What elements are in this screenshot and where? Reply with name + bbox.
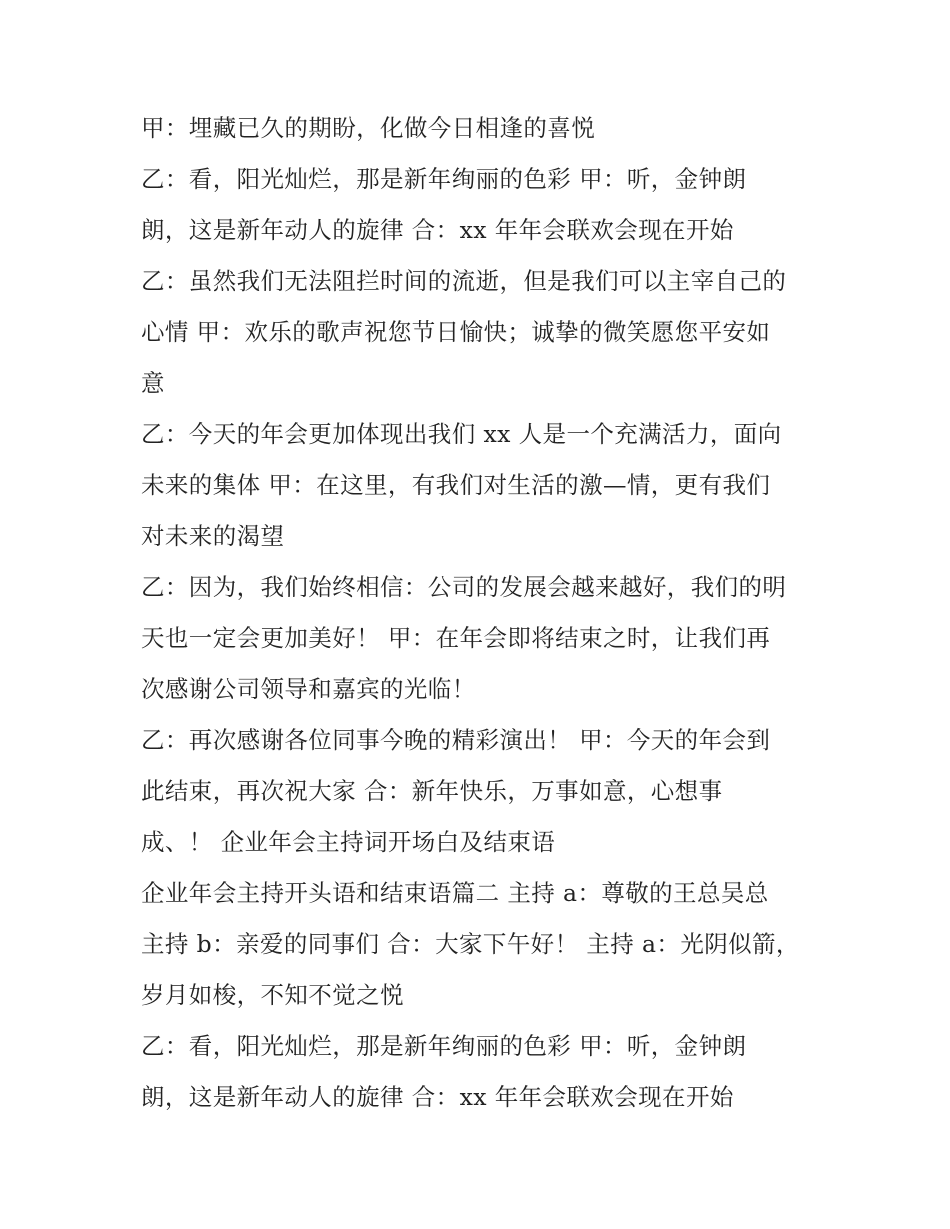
text-line: 乙：再次感谢各位同事今晚的精彩演出！ 甲：今天的年会到 (141, 726, 771, 754)
text-line: 岁月如梭，不知不觉之悦 (141, 981, 404, 1009)
text-line: 乙：看，阳光灿烂，那是新年绚丽的色彩 甲：听，金钟朗 (141, 165, 747, 193)
text-line: 乙：看，阳光灿烂，那是新年绚丽的色彩 甲：听，金钟朗 (141, 1032, 747, 1060)
text-line: 意 (141, 369, 165, 397)
text-line: 主持 b：亲爱的同事们 合：大家下午好！ 主持 a：光阴似箭， (141, 930, 800, 958)
text-line: 朗，这是新年动人的旋律 合：xx 年年会联欢会现在开始 (141, 216, 734, 244)
text-line: 乙：因为，我们始终相信：公司的发展会越来越好，我们的明 (141, 573, 787, 601)
text-line: 成、！ 企业年会主持词开场白及结束语 (141, 828, 556, 856)
text-line: 乙：今天的年会更加体现出我们 xx 人是一个充满活力，面向 (141, 420, 782, 448)
text-line: 此结束，再次祝大家 合：新年快乐，万事如意，心想事 (141, 777, 723, 805)
text-line: 对未来的渴望 (141, 522, 285, 550)
text-line: 天也一定会更加美好！ 甲：在年会即将结束之时，让我们再 (141, 624, 771, 652)
text-line: 企业年会主持开头语和结束语篇二 主持 a：尊敬的王总吴总 (141, 879, 769, 907)
text-line: 朗，这是新年动人的旋律 合：xx 年年会联欢会现在开始 (141, 1083, 734, 1111)
text-line: 乙：虽然我们无法阻拦时间的流逝，但是我们可以主宰自己的 (141, 267, 787, 295)
text-line: 未来的集体 甲：在这里，有我们对生活的激—情，更有我们 (141, 471, 771, 499)
text-line: 心情 甲：欢乐的歌声祝您节日愉快；诚挚的微笑愿您平安如 (141, 318, 771, 346)
text-line: 甲：埋藏已久的期盼，化做今日相逢的喜悦 (141, 114, 596, 142)
text-line: 次感谢公司领导和嘉宾的光临！ (141, 675, 476, 703)
